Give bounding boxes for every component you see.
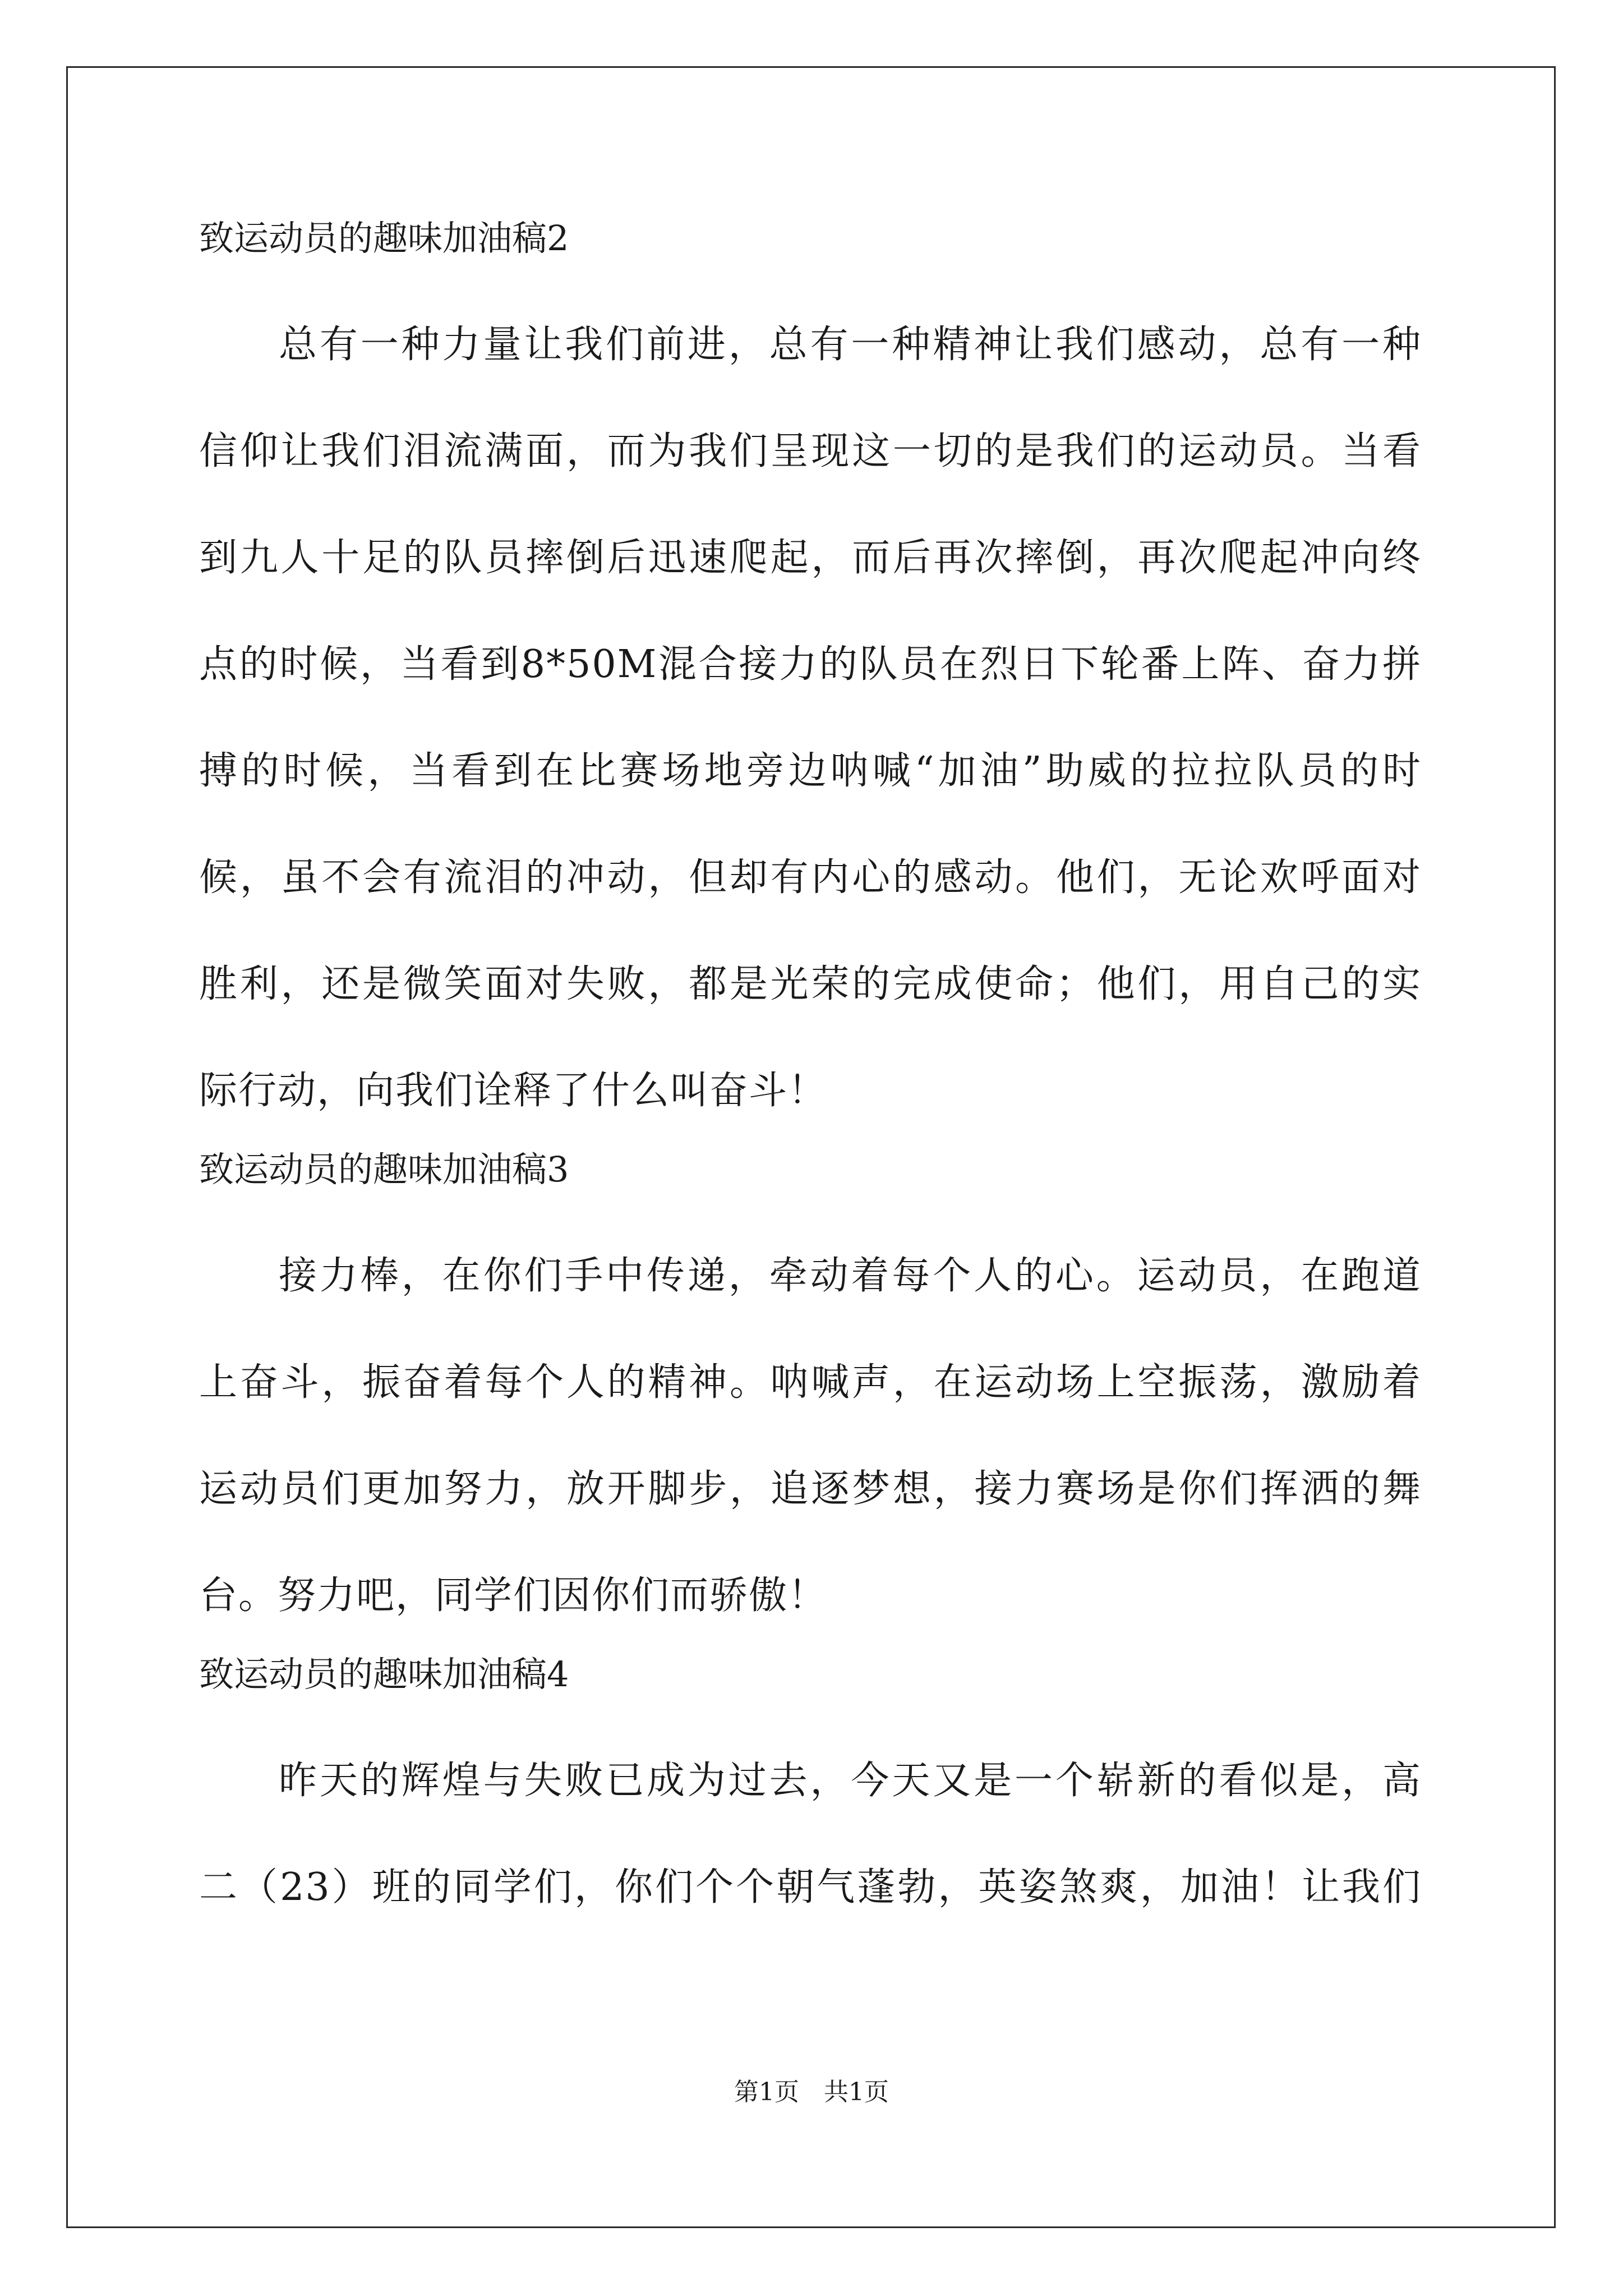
paragraph-line: 信仰让我们泪流满面，而为我们呈现这一切的是我们的运动员。当看 <box>199 429 1422 473</box>
paragraph <box>199 292 1422 1144</box>
paragraph-line: 候，虽不会有流泪的冲动，但却有内心的感动。他们，无论欢呼面对 <box>199 855 1422 900</box>
paragraph-line: 上奋斗，振奋着每个人的精神。呐喊声，在运动场上空振荡，激励着 <box>199 1360 1422 1405</box>
paragraph-line: 点的时候，当看到8*50M混合接力的队员在烈日下轮番上阵、奋力拼 <box>199 642 1422 687</box>
section-2 <box>199 213 1422 1144</box>
paragraph <box>199 1223 1422 1649</box>
paragraph-line: 二（23）班的同学们，你们个个朝气蓬勃，英姿煞爽，加油！让我们 <box>199 1865 1422 1910</box>
paragraph <box>199 1728 1422 1941</box>
paragraph-line: 际行动，向我们诠释了什么叫奋斗！ <box>199 1069 828 1113</box>
page-number-footer: 第1页 共1页 <box>734 2078 889 2106</box>
paragraph-line: 到九人十足的队员摔倒后迅速爬起，而后再次摔倒，再次爬起冲向终 <box>199 536 1422 580</box>
section-3 <box>199 1144 1422 1649</box>
paragraph-line: 运动员们更加努力，放开脚步，追逐梦想，接力赛场是你们挥洒的舞 <box>199 1467 1422 1511</box>
paragraph-line: 胜利，还是微笑面对失败，都是光荣的完成使命；他们，用自己的实 <box>199 962 1422 1006</box>
section-4 <box>199 1649 1422 1941</box>
section-heading: 致运动员的趣味加油稿3 <box>199 1149 569 1190</box>
document-body <box>199 213 1422 1941</box>
paragraph-line: 搏的时候，当看到在比赛场地旁边呐喊“加油”助威的拉拉队员的时 <box>199 749 1422 793</box>
paragraph-line: 台。努力吧，同学们因你们而骄傲！ <box>199 1573 828 1618</box>
section-heading: 致运动员的趣味加油稿2 <box>199 218 569 259</box>
section-heading: 致运动员的趣味加油稿4 <box>199 1654 569 1695</box>
paragraph-line: 总有一种力量让我们前进，总有一种精神让我们感动，总有一种 <box>279 323 1422 367</box>
paragraph-line: 昨天的辉煌与失败已成为过去，今天又是一个崭新的看似是，高 <box>279 1759 1422 1803</box>
paragraph-line: 接力棒，在你们手中传递，牵动着每个人的心。运动员，在跑道 <box>279 1254 1422 1298</box>
